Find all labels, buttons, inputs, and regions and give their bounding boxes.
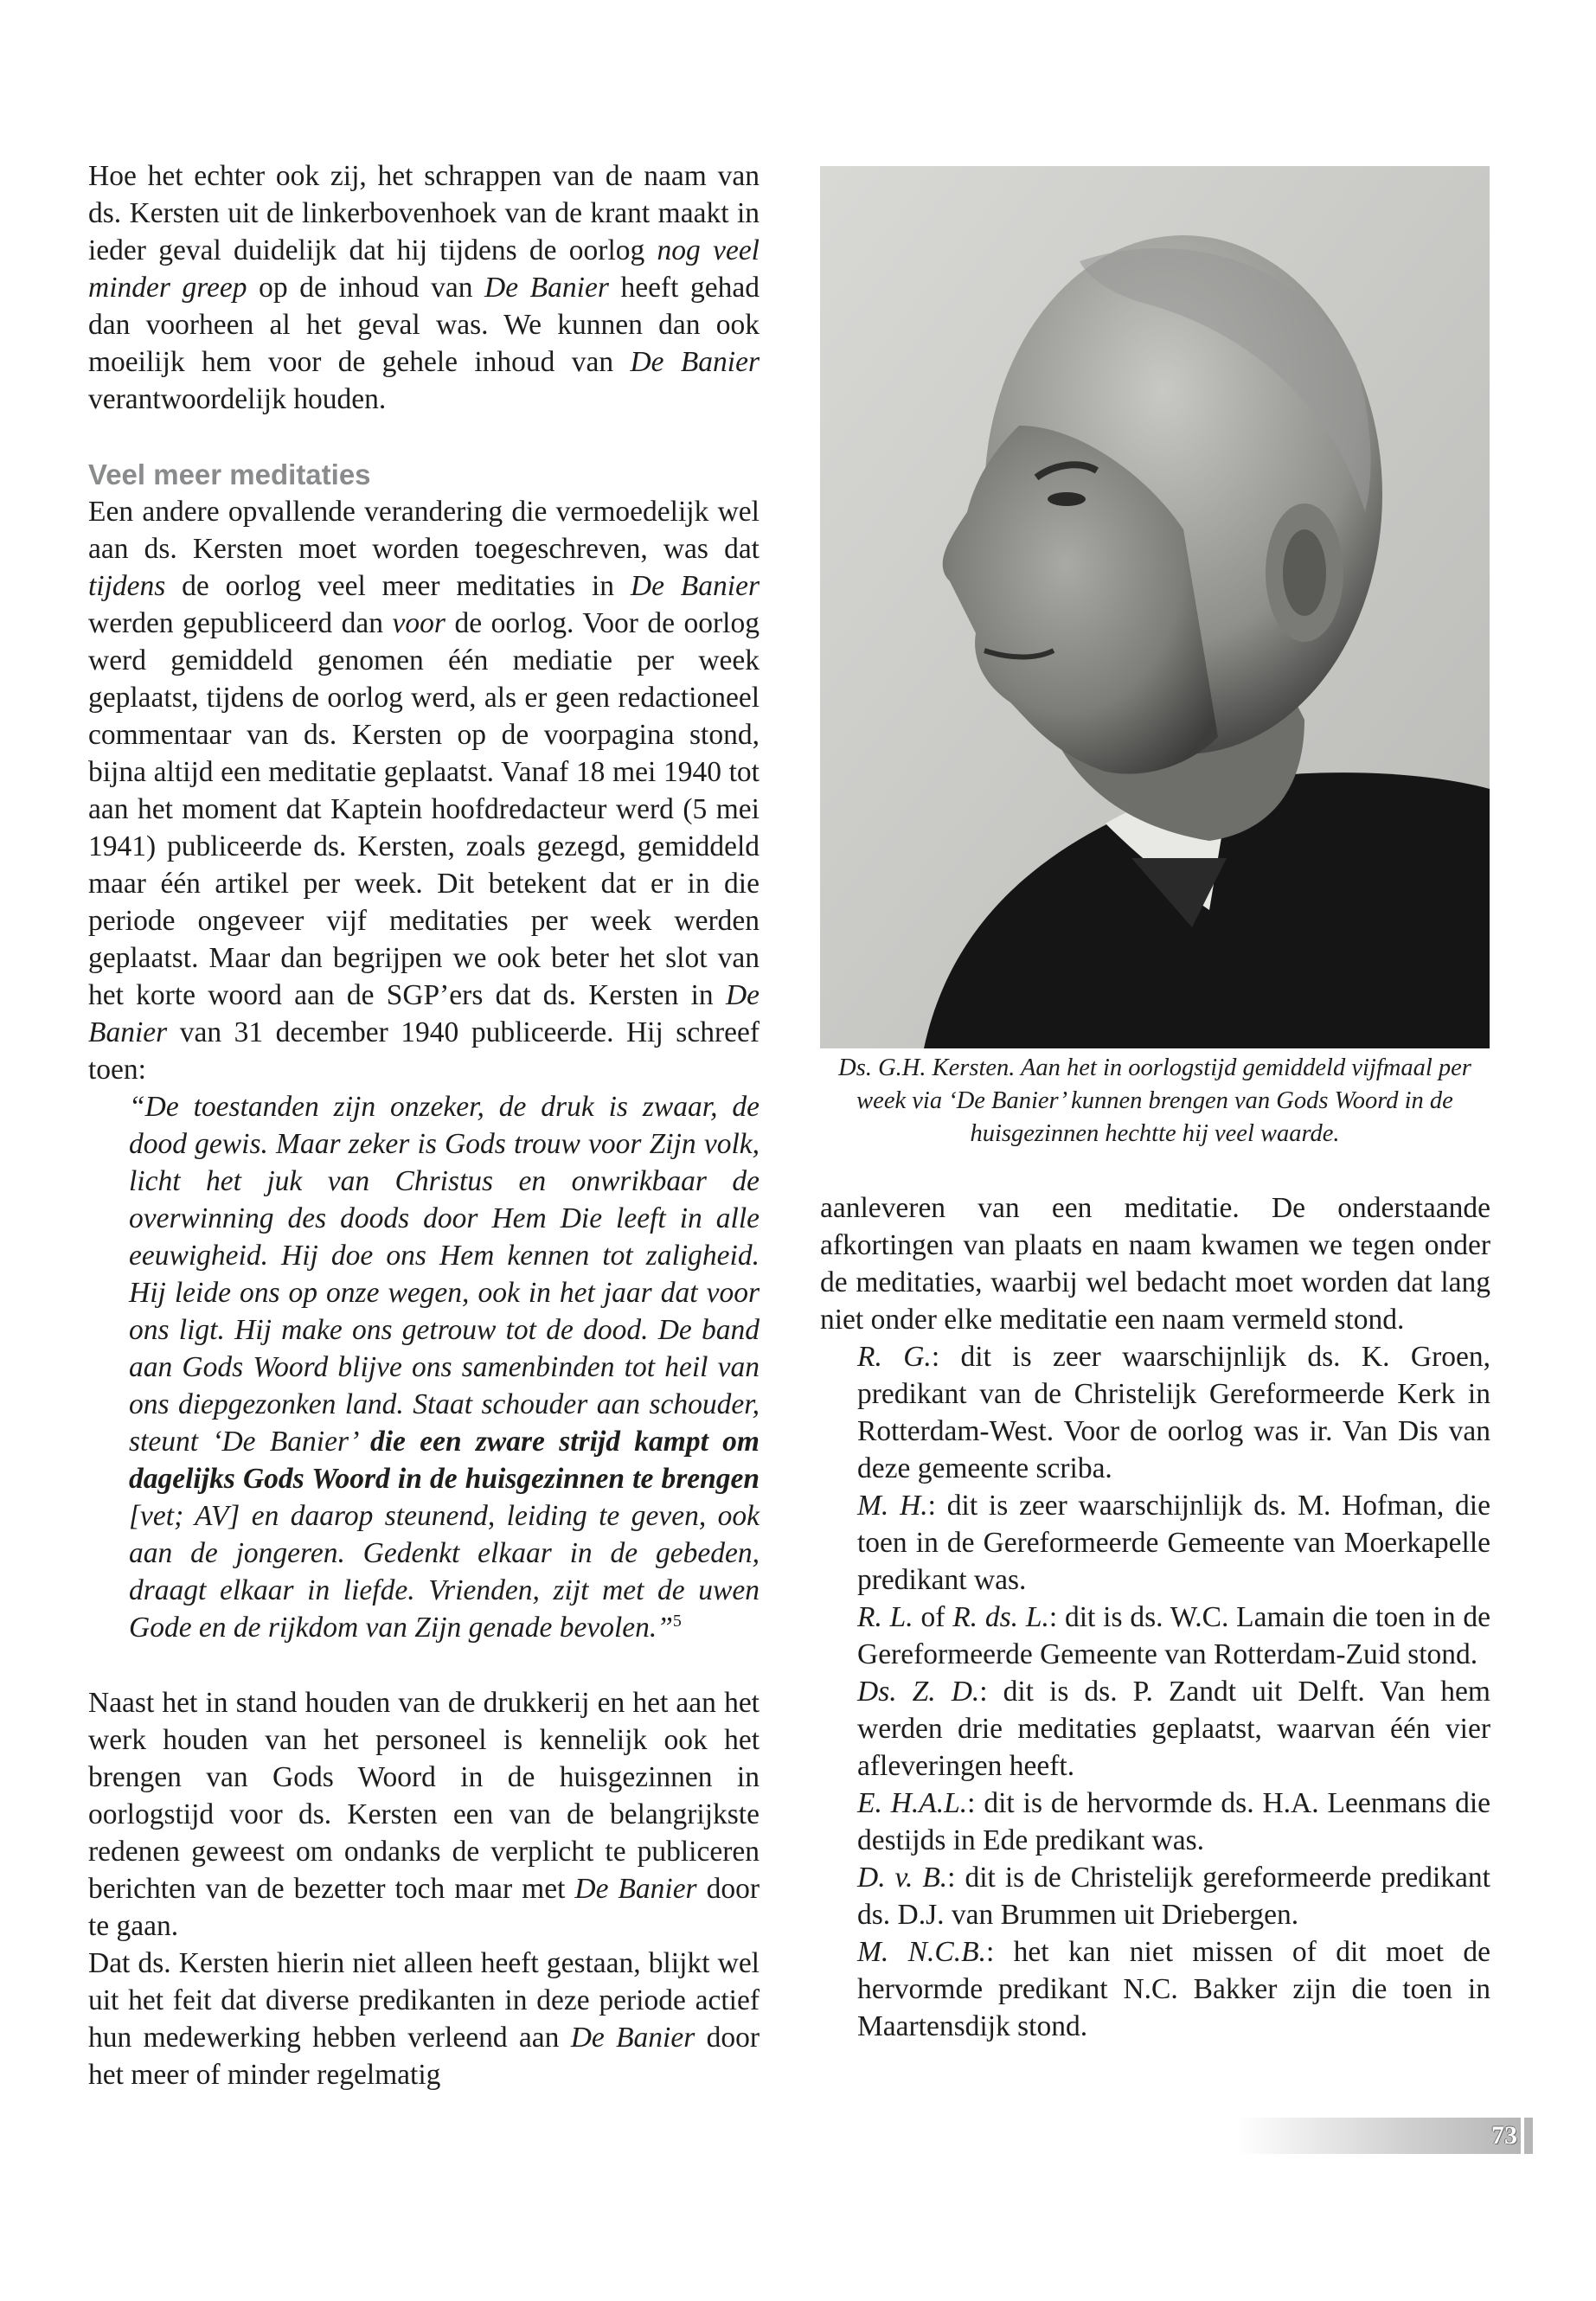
abbreviations-intro: aanleveren van een meditatie. De onderstaande afkortingen van plaats en naam kwamen we tegen onder de meditaties, waarbij wel bedacht moet worden dat lang niet onder elke meditatie een naam vermeld stond. <box>820 1192 1490 1336</box>
portrait-illustration <box>820 166 1490 1048</box>
section-heading: Veel meer meditaties <box>88 458 371 490</box>
photo-caption: Ds. G.H. Kersten. Aan het in oorlogstijd gemiddeld vijfmaal per week via ‘De Banier’ kunnen brengen van Gods Woord in de huisgezinnen hechtte hij veel waarde. <box>838 1054 1471 1147</box>
abbreviation-entry: E. H.A.L.: dit is de hervormde ds. H.A. Leenmans die destijds in Ede predikant was. <box>857 1787 1490 1856</box>
page-number: 73 <box>1491 2121 1517 2150</box>
abbreviation-entry: M. N.C.B.: het kan niet missen of dit moet de hervormde predikant N.C. Bakker zijn die toen in Maartensdijk stond. <box>857 1936 1490 2042</box>
abbreviation-entry: M. H.: dit is zeer waarschijnlijk ds. M. Hofman, die toen in de Gereformeerde Gemeente van Moerkapelle predikant was. <box>857 1490 1490 1596</box>
right-column <box>820 1189 1490 2045</box>
abbreviation-entry: D. v. B.: dit is de Christelijk gereformeerde predikant ds. D.J. van Brummen uit Driebergen. <box>857 1862 1490 1931</box>
intro-paragraph: Hoe het echter ook zij, het schrappen van de naam van ds. Kersten uit de linkerbovenhoek van de krant maakt in ieder geval duidelijk dat hij tijdens de oorlog nog veel minder greep op de inhoud van De Banier heeft gehad dan voorheen al het geval was. We kunnen dan ook moeilijk hem voor de gehele inhoud van De Banier verantwoordelijk houden. <box>88 160 760 415</box>
abbreviation-entry: R. G.: dit is zeer waarschijnlijk ds. K. Groen, predikant van de Christelijk Gereformeerde Kerk in Rotterdam-West. Voor de oorlog was ir. Van Dis van deze gemeente scriba. <box>857 1341 1490 1484</box>
footnote-marker: 5 <box>672 1611 682 1631</box>
quote-bold-passage: die een zware strijd kampt om dagelijks Gods Woord in de huisgezinnen te brengen <box>129 1426 760 1495</box>
printing-house-paragraph: Naast het in stand houden van de drukkerij en het aan het werk houden van het personeel is kennelijk ook het brengen van Gods Woord in de huisgezinnen in oorlogstijd voor ds. Kersten een van de belangrijkste redenen geweest om ondanks de verplicht te publiceren berichten van de bezetter toch maar met De Banier door te gaan. <box>88 1687 760 1942</box>
abbreviation-entry: R. L. of R. ds. L.: dit is ds. W.C. Lamain die toen in de Gereformeerde Gemeente van Rotterdam-Zuid stond. <box>857 1601 1490 1670</box>
footer-tab <box>1524 2118 1533 2154</box>
kersten-quote: “De toestanden zijn onzeker, de druk is zwaar, de dood gewis. Maar zeker is Gods trouw voor Zijn volk, licht het juk van Christus en onwrikbaar de overwinning des doods door Hem Die leeft in alle eeuwigheid. Hij doe ons Hem kennen tot zaligheid. Hij leide ons op onze wegen, ook in het jaar dat voor ons ligt. Hij make ons getrouw tot de dood. De band aan Gods Woord blijve ons samenbinden tot heil van ons diepgezonken land. Staat schouder aan schouder, steunt ‘De Banier’ die een zware strijd kampt om dagelijks Gods Woord in de huisgezinnen te brengen [vet; AV] en daarop steunend, leiding te geven, ook aan de jongeren. Gedenkt elkaar in de gebeden, draagt elkaar in liefde. Vrienden, zijt met de uwen Gode en de rijkdom van Zijn genade bevolen.”$^5$ <box>129 1091 760 1644</box>
portrait-photo <box>820 166 1490 1048</box>
abbreviation-entry: Ds. Z. D.: dit is ds. P. Zandt uit Delft. Van hem werden drie meditaties geplaatst, waarvan één vier afleveringen heeft. <box>857 1676 1490 1782</box>
meditations-paragraph: Een andere opvallende verandering die vermoedelijk wel aan ds. Kersten moet worden toegeschreven, was dat tijdens de oorlog veel meer meditaties in De Banier werden gepubliceerd dan voor de oorlog. Voor de oorlog werd gemiddeld genomen één mediatie per week geplaatst, tijdens de oorlog werd, als er geen redactioneel commentaar van ds. Kersten op de voorpagina stond, bijna altijd een meditatie geplaatst. Vanaf 18 mei 1940 tot aan het moment dat Kaptein hoofdredacteur werd (5 mei 1941) publiceerde ds. Kersten, zoals gezegd, gemiddeld maar één artikel per week. Dit betekent dat er in die periode ongeveer vijf meditaties per week werden geplaatst. Maar dan begrijpen we ook beter het slot van het korte woord aan de SGP’ers dat ds. Kersten in De Banier van 31 december 1940 publiceerde. Hij schreef toen: <box>88 496 760 1086</box>
left-column <box>88 157 760 2093</box>
ministers-paragraph: Dat ds. Kersten hierin niet alleen heeft gestaan, blijkt wel uit het feit dat diverse predikanten in deze periode actief hun medewerking hebben verleend aan De Banier door het meer of minder regelmatig <box>88 1947 760 2091</box>
